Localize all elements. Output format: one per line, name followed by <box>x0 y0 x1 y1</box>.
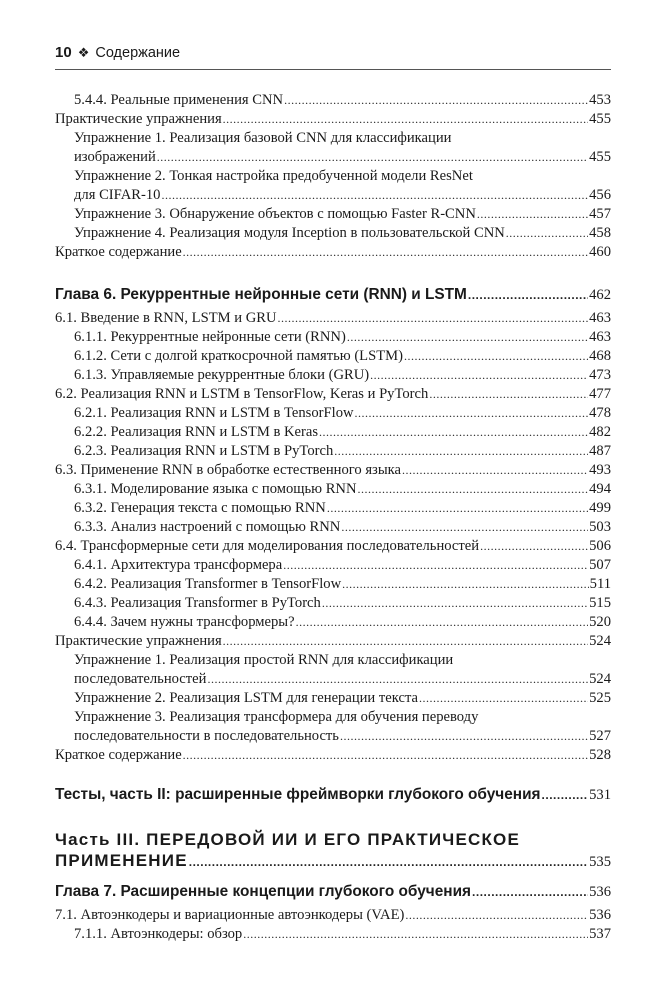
toc-entry[interactable]: 7.1.1. Автоэнкодеры: обзор ..... 537 <box>55 925 611 944</box>
ornament-icon: ❖ <box>77 44 90 60</box>
toc-entry[interactable]: 6.3.1. Моделирование языка с помощью RNN ..... 494 <box>55 480 611 499</box>
toc-entry[interactable]: 6.2.1. Реализация RNN и LSTM в TensorFlow ..... 478 <box>55 404 611 423</box>
toc-entry[interactable]: 6.2.2. Реализация RNN и LSTM в Keras ..... 482 <box>55 423 611 442</box>
toc-entry[interactable]: 6.4.4. Зачем нужны трансформеры? ..... 520 <box>55 613 611 632</box>
toc-entry[interactable]: Упражнение 1. Реализация простой RNN для классификации последовательностей ..... 524 <box>55 651 611 689</box>
toc-entry[interactable]: Упражнение 1. Реализация базовой CNN для классификации изображений ..... 455 <box>55 129 611 167</box>
toc-entry[interactable]: 6.3. Применение RNN в обработке естественного языка ..... 493 <box>55 461 611 480</box>
toc-entry[interactable]: 6.1. Введение в RNN, LSTM и GRU ..... 463 <box>55 309 611 328</box>
toc-entry[interactable]: Практические упражнения ..... 524 <box>55 632 611 651</box>
page-number: 10 <box>55 44 72 61</box>
toc-entry[interactable]: 6.2.3. Реализация RNN и LSTM в PyTorch ..... 487 <box>55 442 611 461</box>
toc-entry[interactable]: Упражнение 2. Реализация LSTM для генерации текста ..... 525 <box>55 689 611 708</box>
toc-chapter[interactable]: Глава 6. Рекуррентные нейронные сети (RNN) и LSTM ..... 462 <box>55 285 611 305</box>
toc-entry[interactable]: Краткое содержание ..... 460 <box>55 243 611 262</box>
toc-entry[interactable]: 6.4. Трансформерные сети для моделирования последовательностей ..... 506 <box>55 537 611 556</box>
table-of-contents <box>55 91 611 944</box>
toc-entry[interactable]: Практические упражнения ..... 455 <box>55 110 611 129</box>
toc-entry[interactable]: Упражнение 3. Обнаружение объектов с помощью Faster R-CNN ..... 457 <box>55 205 611 224</box>
toc-entry[interactable]: 6.3.3. Анализ настроений с помощью RNN ..... 503 <box>55 518 611 537</box>
running-header <box>55 44 180 61</box>
toc-entry[interactable]: 6.1.1. Рекуррентные нейронные сети (RNN) ..... 463 <box>55 328 611 347</box>
toc-entry[interactable]: Упражнение 2. Тонкая настройка предобученной модели ResNet для CIFAR-10 ..... 456 <box>55 167 611 205</box>
toc-entry[interactable]: 6.1.2. Сети с долгой краткосрочной памятью (LSTM) ..... 468 <box>55 347 611 366</box>
toc-entry[interactable]: 6.4.1. Архитектура трансформера ..... 507 <box>55 556 611 575</box>
header-rule <box>55 69 611 70</box>
toc-part[interactable]: Часть III. ПЕРЕДОВОЙ ИИ И ЕГО ПРАКТИЧЕСКОЕ ПРИМЕНЕНИЕ ..... 535 <box>55 829 611 873</box>
toc-entry[interactable]: Упражнение 3. Реализация трансформера для обучения переводу последовательности в последовательность ..... 527 <box>55 708 611 746</box>
toc-entry[interactable]: 5.4.4. Реальные применения CNN ..... 453 <box>55 91 611 110</box>
toc-entry[interactable]: Краткое содержание ..... 528 <box>55 746 611 765</box>
toc-entry[interactable]: 6.3.2. Генерация текста с помощью RNN ..... 499 <box>55 499 611 518</box>
toc-entry[interactable]: 6.1.3. Управляемые рекуррентные блоки (GRU) ..... 473 <box>55 366 611 385</box>
toc-entry[interactable]: 6.2. Реализация RNN и LSTM в TensorFlow, Keras и PyTorch ..... 477 <box>55 385 611 404</box>
toc-chapter[interactable]: Глава 7. Расширенные концепции глубокого обучения ..... 536 <box>55 882 611 902</box>
running-title: Содержание <box>95 44 181 61</box>
toc-entry[interactable]: 7.1. Автоэнкодеры и вариационные автоэнкодеры (VAE) ..... 536 <box>55 906 611 925</box>
toc-chapter[interactable]: Тесты, часть II: расширенные фреймворки глубокого обучения ..... 531 <box>55 785 611 805</box>
toc-entry[interactable]: 6.4.2. Реализация Transformer в TensorFlow ..... 511 <box>55 575 611 594</box>
toc-entry[interactable]: 6.4.3. Реализация Transformer в PyTorch ..... 515 <box>55 594 611 613</box>
toc-entry[interactable]: Упражнение 4. Реализация модуля Inception в пользовательской CNN ..... 458 <box>55 224 611 243</box>
